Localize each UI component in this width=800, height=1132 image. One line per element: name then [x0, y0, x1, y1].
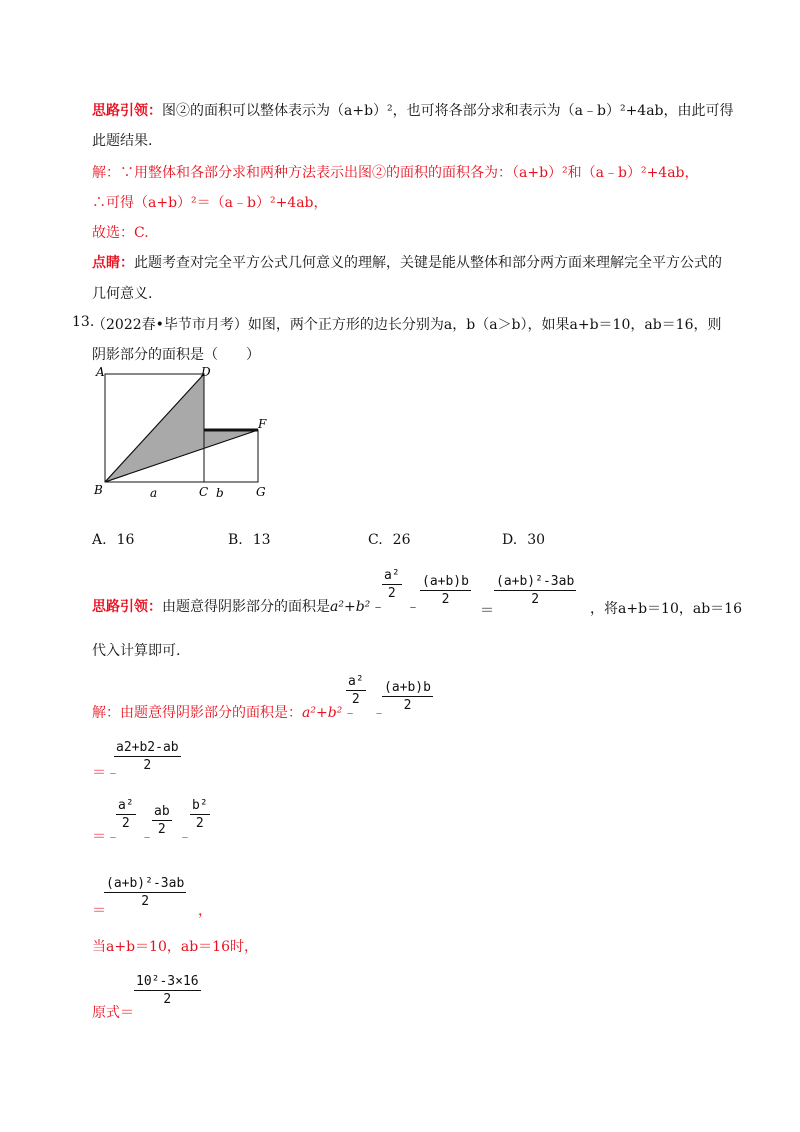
- sol2-frac-2: (a+b)b 2: [384, 680, 431, 713]
- sol2-intro: [92, 702, 356, 722]
- question-line1: （2022春•毕节市月考）如图，两个正方形的边长分别为a，b（a＞b），如果a+b＝10，ab＝16，则: [92, 317, 722, 333]
- label-C: C: [199, 485, 209, 499]
- step1-prefix: ＝﹣: [92, 765, 120, 781]
- option-b: [228, 532, 271, 548]
- sol1-line3: 故选：C.: [92, 225, 149, 241]
- option-key: B.: [228, 532, 243, 548]
- hint2-text: 由题意得阴影部分的面积是: [162, 599, 330, 615]
- comment-label: 点睛：: [92, 255, 134, 271]
- hint1-line2: 此题结果.: [92, 133, 153, 149]
- sol2-intro-text: 解：由题意得阴影部分的面积是：: [92, 705, 302, 721]
- option-key: A.: [92, 532, 107, 548]
- option-value: 30: [527, 532, 546, 548]
- hint2-frac-2: (a+b)b 2: [422, 574, 469, 607]
- option-value: 16: [116, 532, 135, 548]
- step1-frac: a2+b2-ab 2: [116, 740, 179, 773]
- sol1-line2: ∴可得（a+b）²＝（a﹣b）²+4ab，: [92, 195, 328, 211]
- sol2-expr: a²+b²﹣: [302, 705, 357, 721]
- orig-frac: 10²-3×16 2: [136, 974, 199, 1007]
- hint2-line2: 代入计算即可.: [92, 643, 181, 659]
- question-number: 13.: [72, 314, 95, 330]
- sol1-line1: 解：∵用整体和各部分求和两种方法表示出图②的面积的面积各为：（a+b）²和（a﹣b）²+4ab，: [92, 165, 699, 181]
- label-b: b: [216, 486, 224, 500]
- step2-frac-3: b² 2: [192, 798, 208, 831]
- hint1-text: 图②的面积可以整体表示为（a+b）²，也可将各部分求和表示为（a﹣b）²+4ab，由此可得: [162, 103, 734, 119]
- hint2-expr: a²+b²﹣: [330, 599, 385, 615]
- step2-prefix: ＝﹣: [92, 829, 120, 845]
- label-F: F: [258, 417, 267, 431]
- hint-label: 思路引领：: [92, 103, 162, 119]
- step3-suffix: ，: [198, 903, 212, 919]
- comment1-line2: 几何意义.: [92, 286, 153, 302]
- label-A: A: [96, 366, 105, 379]
- shaded-region: [105, 374, 258, 482]
- hint2-line1: [92, 596, 384, 616]
- option-value: 13: [252, 532, 271, 548]
- option-key: C.: [368, 532, 383, 548]
- sol2-when: 当a+b＝10，ab＝16时，: [92, 939, 258, 955]
- step2-minus-1: ﹣: [140, 829, 154, 845]
- sol2-frac-1: a² 2: [348, 674, 364, 707]
- label-a: a: [150, 486, 158, 500]
- step2-frac-2: ab 2: [154, 804, 170, 837]
- option-c: [368, 532, 411, 548]
- option-a: [92, 532, 134, 548]
- orig-prefix: 原式＝: [92, 1005, 134, 1021]
- question-line2: 阴影部分的面积是（ ）: [92, 347, 260, 363]
- option-key: D.: [502, 532, 518, 548]
- sol2-minus: ﹣: [372, 705, 386, 721]
- hint2-eq: ＝: [480, 603, 494, 619]
- label-G: G: [256, 485, 266, 499]
- label-D: D: [201, 366, 211, 379]
- hint2-frac-1: a² 2: [384, 568, 400, 601]
- label-B: B: [94, 483, 103, 497]
- step3-frac: (a+b)²-3ab 2: [106, 876, 185, 909]
- hint2-minus: ﹣: [406, 599, 420, 615]
- option-value: 26: [392, 532, 411, 548]
- hint2-tail: ，将a+b＝10，ab＝16: [590, 601, 742, 617]
- hint1-line1: [92, 100, 734, 120]
- hint2-frac-3: (a+b)²-3ab 2: [496, 574, 575, 607]
- comment1-line1: [92, 252, 722, 272]
- step3-prefix: ＝: [92, 903, 106, 919]
- step2-frac-1: a² 2: [118, 798, 134, 831]
- option-d: [502, 532, 545, 548]
- hint-label: 思路引领：: [92, 599, 162, 615]
- geometry-figure: [88, 366, 278, 506]
- step2-minus-2: ﹣: [178, 829, 192, 845]
- comment1-text: 此题考查对完全平方公式几何意义的理解，关键是能从整体和部分两方面来理解完全平方公式的: [134, 255, 722, 271]
